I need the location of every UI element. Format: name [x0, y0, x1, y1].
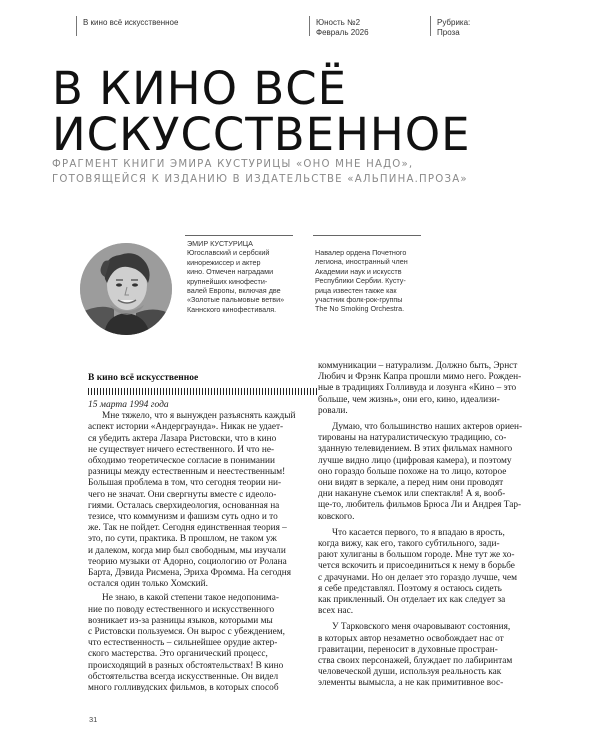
- paragraph: [318, 422, 542, 523]
- header-issue-number: Юность №2: [316, 18, 361, 27]
- article-column-right: [318, 361, 542, 693]
- text-line: ся убедить актера Лазара Ристовски, что в кино: [88, 433, 277, 444]
- text-line: ства своих персонажей, блуждает по лабиринтам: [318, 656, 513, 667]
- paragraph: [88, 411, 312, 590]
- bio-line: Навалер ордена Почетного: [315, 248, 407, 257]
- bio-line: Каннского кинофестиваля.: [187, 304, 277, 314]
- text-line: обстоятельства всегда искусственные. Он видел: [88, 671, 279, 682]
- bio-line: Республики Сербии. Кусту-: [315, 276, 406, 286]
- text-line: ковского.: [318, 511, 355, 522]
- article-subtitle-line-2: ГОТОВЯЩЕЙСЯ К ИЗДАНИЮ В ИЗДАТЕЛЬСТВЕ «АЛЬПИНА.ПРОЗА»: [52, 174, 468, 185]
- text-line: ровали.: [318, 405, 348, 416]
- bio-line: рица известен также как: [315, 285, 397, 295]
- header-issue-date: Февраль 2026: [316, 28, 369, 37]
- text-line: происходящий в разных обстоятельствах! В кино: [88, 660, 284, 671]
- bio-line: валей Европы, включая две: [187, 286, 281, 296]
- author-bio-right: [315, 248, 408, 314]
- paragraph: [318, 361, 542, 417]
- text-line: зданную телевидением. В этих фильмах намного: [318, 444, 513, 455]
- text-line: ние по поводу естественного и искусственного: [88, 604, 275, 615]
- text-line: обходимо теоретическое согласие в понимании: [88, 456, 275, 467]
- bio-line: Югославский и сербский: [187, 248, 270, 258]
- text-line: всех нас.: [318, 606, 354, 617]
- text-line: Не знаю, в какой степени такое недопонима-: [102, 593, 279, 604]
- author-photo: [80, 243, 172, 335]
- text-line: Барта, Дэвида Рисмена, Эриха Фромма. На сегодня: [88, 568, 292, 579]
- paragraph: [318, 528, 542, 618]
- text-line: много голливудских фильмов, в которых способ: [88, 683, 279, 694]
- text-line: человеческой души, используя реальность как: [318, 667, 502, 678]
- header-section-name: В кино всё искусственное: [83, 18, 179, 27]
- text-line: коммуникации – натурализм. Должно быть, Эрнст: [318, 361, 518, 371]
- section-hatch-divider: [88, 388, 318, 395]
- bio-line: «Золотые пальмовые ветви»: [187, 295, 285, 305]
- header-rule-rubric: [430, 16, 431, 36]
- author-rule-right: [313, 235, 421, 236]
- text-line: с Ристовски пользуемся. Он вырос с убеждением,: [88, 627, 285, 638]
- text-line: оно гораздо больше похоже на то лицо, которое: [318, 466, 507, 477]
- text-line: теорию музыки от Адорно, социологию от Ролана: [88, 556, 287, 567]
- bio-line: участник фолк-рок-группы: [315, 295, 403, 305]
- text-line: Думаю, что большинство наших актеров ориен-: [332, 422, 523, 433]
- bio-line: легиона, иностранный член: [315, 257, 408, 267]
- header-rule-issue: [309, 16, 310, 36]
- paragraph: [88, 593, 312, 694]
- text-line: разницы между естественным и неестественным!: [88, 467, 286, 478]
- header-rubric-label: Рубрика:: [437, 18, 471, 27]
- text-line: Мне тяжело, что я вынужден разъяснять каждый: [102, 411, 296, 422]
- text-line: остался один только Хомский.: [88, 579, 208, 590]
- text-line: элементы вымысла, а не как примитивное вос-: [318, 678, 504, 689]
- text-line: У Тарковского меня очаровывают состояния,: [332, 622, 511, 633]
- text-line: Любич и Фрэнк Капра прошли мимо него. Рожден-: [318, 372, 522, 383]
- text-line: чего не значат. Они свергнуты вместе с идеоло-: [88, 489, 277, 500]
- bio-line: Академии наук и искусств: [315, 266, 402, 276]
- page-number: 31: [89, 715, 98, 724]
- author-name: ЭМИР КУСТУРИЦА: [187, 239, 253, 248]
- bio-line: The No Smoking Orchestra.: [315, 304, 405, 314]
- article-title-line-2: ИСКУССТВЕННОЕ: [52, 108, 471, 161]
- section-heading: В кино всё искусственное: [88, 373, 199, 383]
- text-line: рают хулиганы в большом городе. Мне тут же хо-: [318, 550, 515, 561]
- header-rubric-value: Проза: [437, 28, 460, 37]
- text-line: не существует ничего естественного. И что не-: [88, 444, 275, 455]
- text-line: я себе представлял. Поэтому я остаюсь сидеть: [318, 583, 502, 594]
- text-line: ского мастерства. Это органический процесс,: [88, 649, 268, 660]
- text-line: Большая проблема в том, что сегодня теории ни-: [88, 478, 282, 489]
- text-line: ные в традициях Голливуда и лозунга «Кино – это: [318, 383, 517, 394]
- text-line: больше, чем жизнь», они его, кино, идеализи-: [318, 394, 500, 405]
- bio-line: крупнейших кинофести-: [187, 276, 268, 286]
- header-rule-left: [76, 16, 77, 36]
- author-bio-left: [187, 239, 284, 314]
- text-line: же. Так не пойдет. Сегодня единственная теория –: [88, 523, 287, 534]
- text-line: как прикленный. Он отделает их как следует за: [318, 595, 506, 606]
- text-line: это, по сути, практика. В прошлом, не таком уж: [88, 534, 277, 545]
- text-line: гиями. Осталась сверхидеология, основанная на: [88, 500, 280, 511]
- text-line: в которых автор незаметно освобождает нас от: [318, 633, 504, 644]
- text-line: возникает из-за разницы языков, которыми мы: [88, 615, 273, 626]
- text-line: аспект истории «Андерграунда». Никак не удает-: [88, 422, 284, 433]
- text-line: чется вскочить и присоединиться к нему в борьбе: [318, 561, 515, 572]
- dateline: 15 марта 1994 года: [88, 400, 169, 410]
- bio-line: кино. Отмечен наградами: [187, 267, 274, 277]
- bio-line: кинорежиссер и актер: [187, 257, 261, 267]
- author-rule-left: [185, 235, 293, 236]
- article-subtitle: [52, 157, 572, 187]
- text-line: тированы на натуралистическую традицию, со-: [318, 433, 507, 444]
- text-line: когда вижу, как его, такого субтильного, зади-: [318, 539, 500, 550]
- header-issue: [316, 18, 369, 38]
- text-line: лучше видно лицо (цифровая камера), и поэтому: [318, 455, 512, 466]
- text-line: Что касается первого, то я впадаю в ярость,: [332, 527, 505, 538]
- text-line: что естественность – сильнейшее орудие актер-: [88, 638, 278, 649]
- text-line: и далеком, когда мир был свободным, мы изучали: [88, 545, 286, 556]
- header-rubric: [437, 18, 470, 38]
- text-line: гравитации, переносит в духовные простран-: [318, 644, 498, 655]
- text-line: тезисе, что коммунизм и фашизм суть одно и то: [88, 512, 278, 523]
- author-portrait-graphic: [80, 243, 172, 335]
- article-title-line-1: В КИНО ВСЁ: [52, 62, 348, 115]
- article-title: [52, 62, 572, 161]
- text-line: с драчунами. Но он делает это гораздо лучше, чем: [318, 572, 517, 583]
- text-line: ще-то, любитель фильмов Брюса Ли и Андрея Тар-: [318, 500, 522, 511]
- article-subtitle-line-1: ФРАГМЕНТ КНИГИ ЭМИРА КУСТУРИЦЫ «ОНО МНЕ НАДО»,: [52, 159, 414, 170]
- text-line: они видят в зеркале, а перед ним они проводят: [318, 478, 504, 489]
- text-line: дни накануне съемок или спектакля! А я, вооб-: [318, 489, 506, 500]
- paragraph: [318, 622, 542, 689]
- article-column-left: [88, 372, 312, 697]
